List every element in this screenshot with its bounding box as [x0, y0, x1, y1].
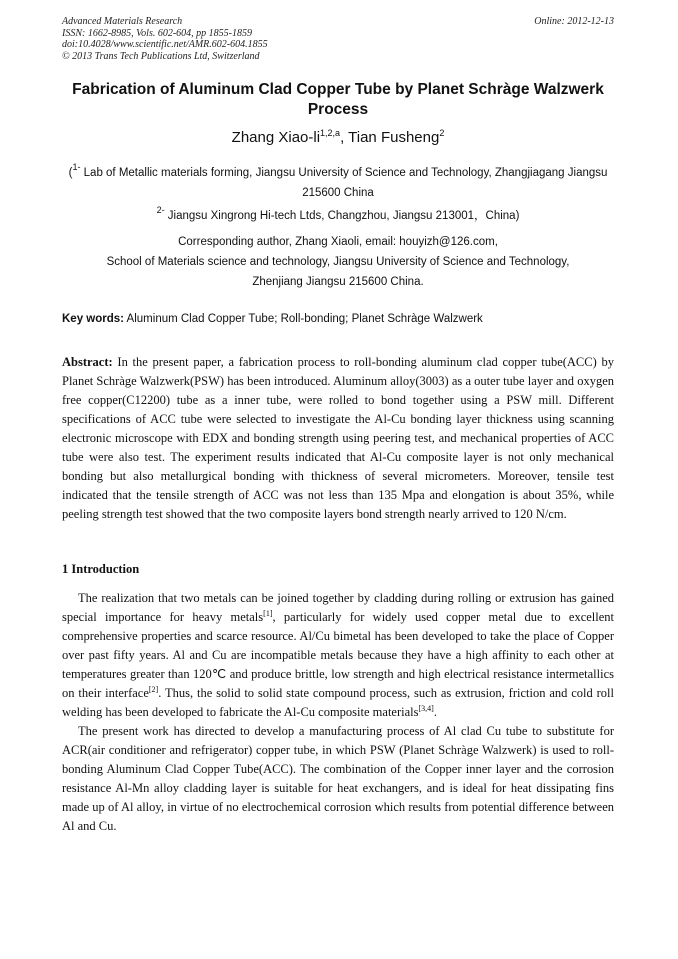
journal-name: Advanced Materials Research	[62, 16, 183, 27]
citation: [3,4]	[418, 704, 434, 713]
corresponding-author	[62, 232, 614, 292]
affiliation-text: Lab of Metallic materials forming, Jiangsu University of Science and Technology, Zhangjiagang Jiangsu 215600 China	[80, 167, 608, 199]
author-affiliation-mark: 2	[439, 128, 445, 138]
paper-title: Fabrication of Aluminum Clad Copper Tube by Planet Schràge Walzwerk Process	[72, 81, 604, 118]
doi-line: doi:10.4028/www.scientific.net/AMR.602-604.1855	[62, 39, 268, 50]
keywords-label: Key words:	[62, 313, 124, 325]
keywords-text: Aluminum Clad Copper Tube; Roll-bonding; Planet Schràge Walzwerk	[124, 313, 483, 325]
abstract	[62, 353, 614, 524]
author-name: Tian Fusheng	[348, 129, 440, 146]
abstract-text: In the present paper, a fabrication process to roll-bonding aluminum clad copper tube(ACC) by Planet Schràge Walzwerk(PSW) has been introduced. Aluminum alloy(3003) as a outer tube layer and oxygen free copper(C12200) tube as a inner tube, were rolled to bond together using a PSW mill. Different specifications of ACC tube were selected to investigate the Al-Cu bonding layer thickness using scanning electronic microscope with EDX and bonding strength using peering test, and mechanical properties of ACC tube were also test. The experiment results indicated that Al-Cu composite layer is not only mechanical bonding but also metallurgical bonding with thickness of several micrometers. Moreover, tensile test indicated that the tensile strength of ACC was not less than 135 Mpa and elongation is about 35%, while peeling strength test showed that the two composite layers bond strength nearly arrived to 120 N/cm.	[62, 355, 614, 521]
corresponding-line: Zhenjiang Jiangsu 215600 China.	[252, 276, 424, 288]
abstract-label: Abstract:	[62, 355, 113, 369]
corresponding-line: Corresponding author, Zhang Xiaoli, email: houyizh@126.com,	[178, 236, 498, 248]
affiliation-2	[62, 206, 614, 226]
paragraph: The present work has directed to develop a manufacturing process of Al clad Cu tube to substitute for ACR(air conditioner and refrigerator) copper tube, in which PSW (Planet Schràge Walzwerk) is used to roll-bonding Aluminum Clad Copper Tube(ACC). The combination of the Copper inner layer and the corrosion resistance Al-Mn alloy cladding layer is suitable for heat exchangers, and is ideal for heat dissipating fins made up of Al alloy, in virtue of no electrochemical corrosion which results from potential difference between Al and Cu.	[62, 724, 614, 833]
paragraph-text: .	[433, 705, 437, 719]
introduction-body	[62, 589, 614, 836]
section-heading: 1 Introduction	[62, 562, 140, 576]
journal-header	[62, 16, 268, 62]
author-line	[62, 128, 614, 148]
paragraph-text: The realization that two metals can be joined together by cladding during rolling or extrusion has gained special importance for heavy metals	[62, 591, 614, 624]
author-affiliation-mark: 1,2,a	[320, 128, 341, 138]
affiliation-mark: 1-	[72, 162, 81, 172]
citation: [1]	[263, 609, 273, 618]
affiliation-mark: 2-	[156, 205, 165, 215]
online-date: Online: 2012-12-13	[534, 16, 614, 27]
affiliation-paren: (	[68, 167, 73, 179]
paragraph	[62, 589, 614, 722]
paragraph-text: . Thus, the solid to solid state compound process, such as extrusion, friction and cold roll welding has been developed to fabricate the Al-Cu composite materials	[62, 686, 615, 719]
corresponding-line: School of Materials science and technology, Jiangsu University of Science and Technology,	[106, 256, 570, 268]
author-name: Zhang Xiao-li	[231, 129, 321, 146]
author-separator: ,	[340, 129, 349, 146]
keywords	[62, 310, 614, 328]
affiliation-1	[62, 163, 614, 203]
citation: [2]	[148, 685, 159, 694]
copyright-line: © 2013 Trans Tech Publications Ltd, Switzerland	[62, 50, 260, 62]
paragraph-text: , particularly for widely used copper metal due to excellent comprehensive properties and scarce resource. Al/Cu bimetal has been developed to take the place of Copper over past fifty years. Al and Cu are incompatible metals because they have a high affinity to each other at temperatures greater than 120℃ and produce brittle, low strength and high electrical resistance intermetallics on their interface	[62, 610, 615, 700]
affiliation-text: Jiangsu Xingrong Hi-tech Ltds, Changzhou, Jiangsu 213001，China)	[164, 210, 520, 222]
issn-line: ISSN: 1662-8985, Vols. 602-604, pp 1855-1859	[62, 27, 252, 39]
